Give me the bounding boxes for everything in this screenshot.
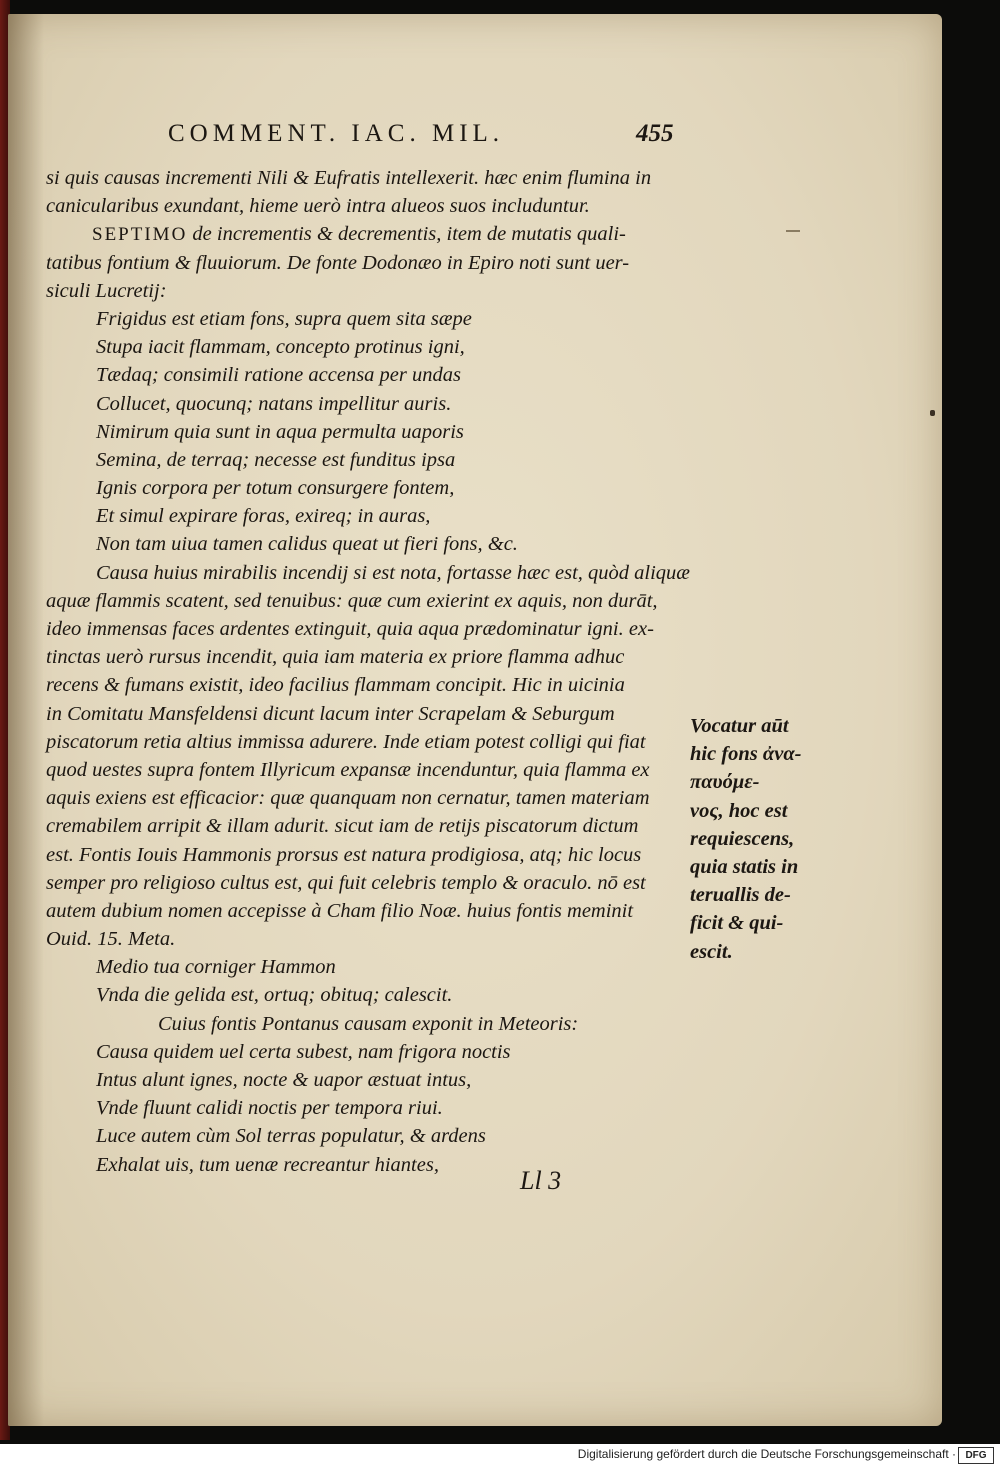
text-line: ideo immensas faces ardentes extinguit, quia aqua prædominatur igni. ex-	[46, 618, 654, 640]
marginal-note-line: teruallis de-	[690, 884, 791, 907]
margin-dash-mark	[786, 230, 800, 232]
text-line: Nimirum quia sunt in aqua permulta uaporis	[96, 420, 464, 443]
text-line: est. Fontis Iouis Hammonis prorsus est natura prodigiosa, atq; hic locus	[46, 843, 642, 866]
section-opening-word: SEPTIMO	[92, 224, 188, 246]
text-line: si quis causas incrementi Nili & Eufratis intellexerit. hæc enim flumina in	[46, 167, 652, 189]
text-line: Stupa iacit flammam, concepto protinus igni,	[96, 336, 465, 359]
line-remainder: de incrementis & decrementis, item de mutatis quali-	[187, 223, 626, 246]
marginal-note-line: Vocatur aūt	[690, 715, 789, 737]
marginal-note-line: requiescens,	[690, 827, 795, 850]
text-line: aquis exiens est efficacior: quæ quanquam non cernatur, tamen materiam	[46, 787, 650, 810]
text-line: aquæ flammis scatent, sed tenuibus: quæ cum exierint ex aquis, non durāt,	[46, 589, 658, 612]
text-line: canicularibus exundant, hieme uerò intra alueos suos includuntur.	[46, 195, 590, 218]
text-line: Causa huius mirabilis incendij si est nota, fortasse hæc est, quòd aliquæ	[96, 561, 690, 584]
text-line	[46, 220, 686, 248]
marginal-note	[690, 712, 830, 966]
margin-ink-spot	[930, 410, 935, 416]
footer-credit: Digitalisierung gefördert durch die Deutsche Forschungsgemeinschaft ·	[577, 1447, 956, 1461]
text-line: Medio tua corniger Hammon	[96, 956, 336, 979]
text-line: Non tam uiua tamen calidus queat ut fieri fons, &c.	[96, 533, 518, 556]
marginal-note-line: hic fons ἀνα-	[690, 743, 802, 766]
main-text-block	[46, 164, 690, 1179]
running-title: COMMENT. IAC. MIL.	[168, 120, 505, 147]
text-line: in Comitatu Mansfeldensi dicunt lacum inter Scrapelam & Seburgum	[46, 702, 615, 725]
marginal-note-line: quia statis in	[690, 855, 799, 878]
text-line: Exhalat uis, tum uenæ recreantur hiantes,	[96, 1153, 439, 1176]
text-line: recens & fumans existit, ideo facilius flammam concipit. Hic in uicinia	[46, 674, 625, 697]
text-line: Cuius fontis Pontanus causam exponit in Meteoris:	[158, 1012, 579, 1035]
text-line: Frigidus est etiam fons, supra quem sita sæpe	[96, 307, 472, 330]
text-line: Luce autem cùm Sol terras populatur, & ardens	[96, 1125, 486, 1148]
marginal-note-line: ficit & qui-	[690, 912, 784, 935]
text-line: Collucet, quocunq; natans impellitur auris.	[96, 392, 452, 415]
page-gutter-shadow	[8, 14, 44, 1426]
text-line: Causa quidem uel certa subest, nam frigora noctis	[96, 1040, 511, 1063]
text-line: Intus alunt ignes, nocte & uapor æstuat intus,	[96, 1069, 472, 1091]
signature-mark: Ll 3	[520, 1166, 562, 1195]
text-line: Vnda die gelida est, ortuq; obituq; calescit.	[96, 984, 453, 1007]
marginal-note-line: νος, hoc est	[690, 799, 788, 822]
text-line: piscatorum retia altius immissa adurere. Inde etiam potest colligi qui fiat	[46, 730, 646, 753]
text-line: tatibus fontium & fluuiorum. De fonte Dodonæo in Epiro noti sunt uer-	[46, 251, 630, 274]
text-line: cremabilem arripit & illam adurit. sicut iam de retijs piscatorum dictum	[46, 815, 639, 838]
text-line: Vnde fluunt calidi noctis per tempora riui.	[96, 1097, 443, 1120]
text-line: Semina, de terraq; necesse est funditus ipsa	[96, 448, 456, 471]
text-line: Ouid. 15. Meta.	[46, 928, 176, 951]
text-line: semper pro religioso cultus est, qui fuit celebris templo & oraculo. nō est	[46, 871, 646, 894]
marginal-note-line: escit.	[690, 940, 733, 963]
page-number: 455	[636, 120, 674, 147]
text-line: autem dubium nomen accepisse à Cham filio Noæ. huius fontis meminit	[46, 899, 634, 922]
text-line: Et simul expirare foras, exireq; in auras,	[96, 505, 431, 528]
text-line: Tædaq; consimili ratione accensa per undas	[96, 364, 461, 387]
text-line: quod uestes supra fontem Illyricum expansæ incenduntur, quia flamma ex	[46, 758, 650, 781]
text-line: Ignis corpora per totum consurgere fontem,	[96, 477, 455, 500]
text-line: tinctas uerò rursus incendit, quia iam materia ex priore flamma adhuc	[46, 646, 625, 669]
dfg-logo-icon[interactable]: DFG	[958, 1447, 994, 1464]
text-line: siculi Lucretij:	[46, 279, 167, 302]
marginal-note-line: παυόμε-	[690, 771, 760, 794]
